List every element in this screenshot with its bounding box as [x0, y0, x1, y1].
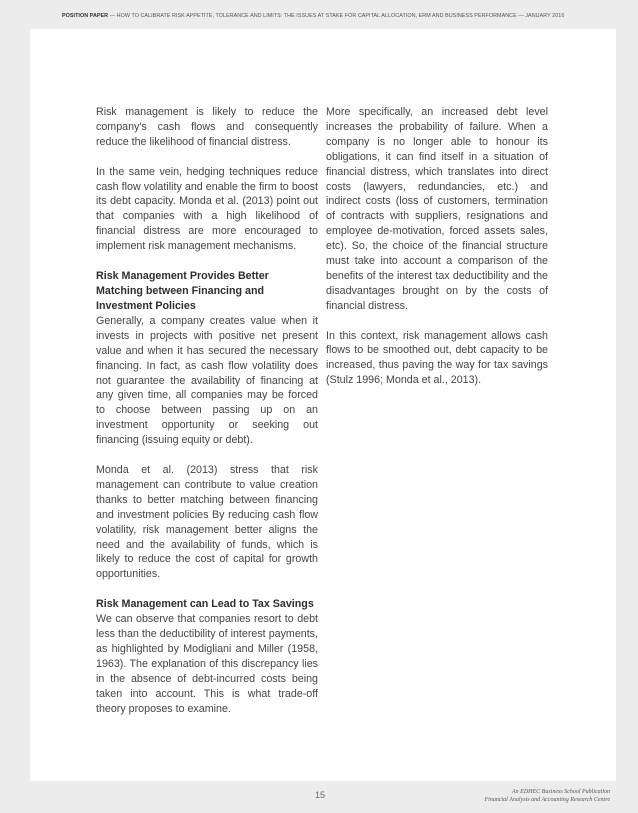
- paragraph: In this context, risk management allows cash flows to be smoothed out, debt capacity to be increased, thus paving the way for tax savings (Stulz 1996; Monda et al., 2013).: [326, 329, 548, 387]
- running-header: [62, 13, 622, 19]
- section-heading-tax-savings: Risk Management can Lead to Tax Savings: [96, 598, 314, 611]
- credit-line-publisher: An EDHEC Business School Publication: [512, 789, 610, 795]
- left-column: [96, 105, 318, 731]
- paragraph: Generally, a company creates value when it invests in projects with positive net present value and when it has secured the necessary financing. In fact, as cash flow volatility does not guarantee the availability of financing at any given time, all companies may be forced to choose between passing up on an investment opportunity or seeking out financing (issuing equity or debt).: [96, 314, 318, 447]
- paragraph: We can observe that companies resort to debt less than the deductibility of interest payments, as highlighted by Modigliani and Miller (1958, 1963). The explanation of this discrepancy lies in the absence of debt-incurred costs being taken into account. This is what trade-off theory proposes to examine.: [96, 613, 318, 715]
- page-number: 15: [314, 790, 325, 800]
- paragraph: Monda et al. (2013) stress that risk management can contribute to value creation thanks to better matching between financing and investment policies By reducing cash flow volatility, risk management better aligns the need and the availability of funds, which is likely to reduce the cost of capital for growth opportunities.: [96, 463, 318, 581]
- paragraph: In the same vein, hedging techniques reduce cash flow volatility and enable the firm to boost its debt capacity. Monda et al. (2013) point out that companies with a high likelihood of financial distress are more encouraged to implement risk management mechanisms.: [96, 165, 318, 253]
- publication-credit: [390, 788, 610, 804]
- credit-line-centre: Financial Analysis and Accounting Research Centre: [484, 797, 610, 803]
- section-heading-matching: Risk Management Provides Better Matching between Financing and Investment Policies: [96, 269, 269, 312]
- paragraph: More specifically, an increased debt level increases the probability of failure. When a company is no longer able to honour its obligations, it can find itself in a situation of financial distress, which translates into direct costs (lawyers, redundancies, etc.) and indirect costs (loss of customers, termination of contracts with suppliers, resignations and employee de-motivation, forced assets sales, etc). So, the choice of the financial structure must take into account a comparison of the benefits of the interest tax deductibility and the disadvantages brought on by the costs of financial distress.: [326, 106, 548, 312]
- right-column: [326, 105, 548, 403]
- header-title: — HOW TO CALIBRATE RISK APPETITE, TOLERANCE AND LIMITS: THE ISSUES AT STAKE FOR CAPITAL ALLOCATION, ERM AND BUSINESS PERFORMANCE — JANUARY 2016: [108, 13, 565, 19]
- paragraph: Risk management is likely to reduce the company's cash flows and consequently reduce the likelihood of financial distress.: [96, 106, 318, 148]
- header-label: POSITION PAPER: [62, 13, 109, 19]
